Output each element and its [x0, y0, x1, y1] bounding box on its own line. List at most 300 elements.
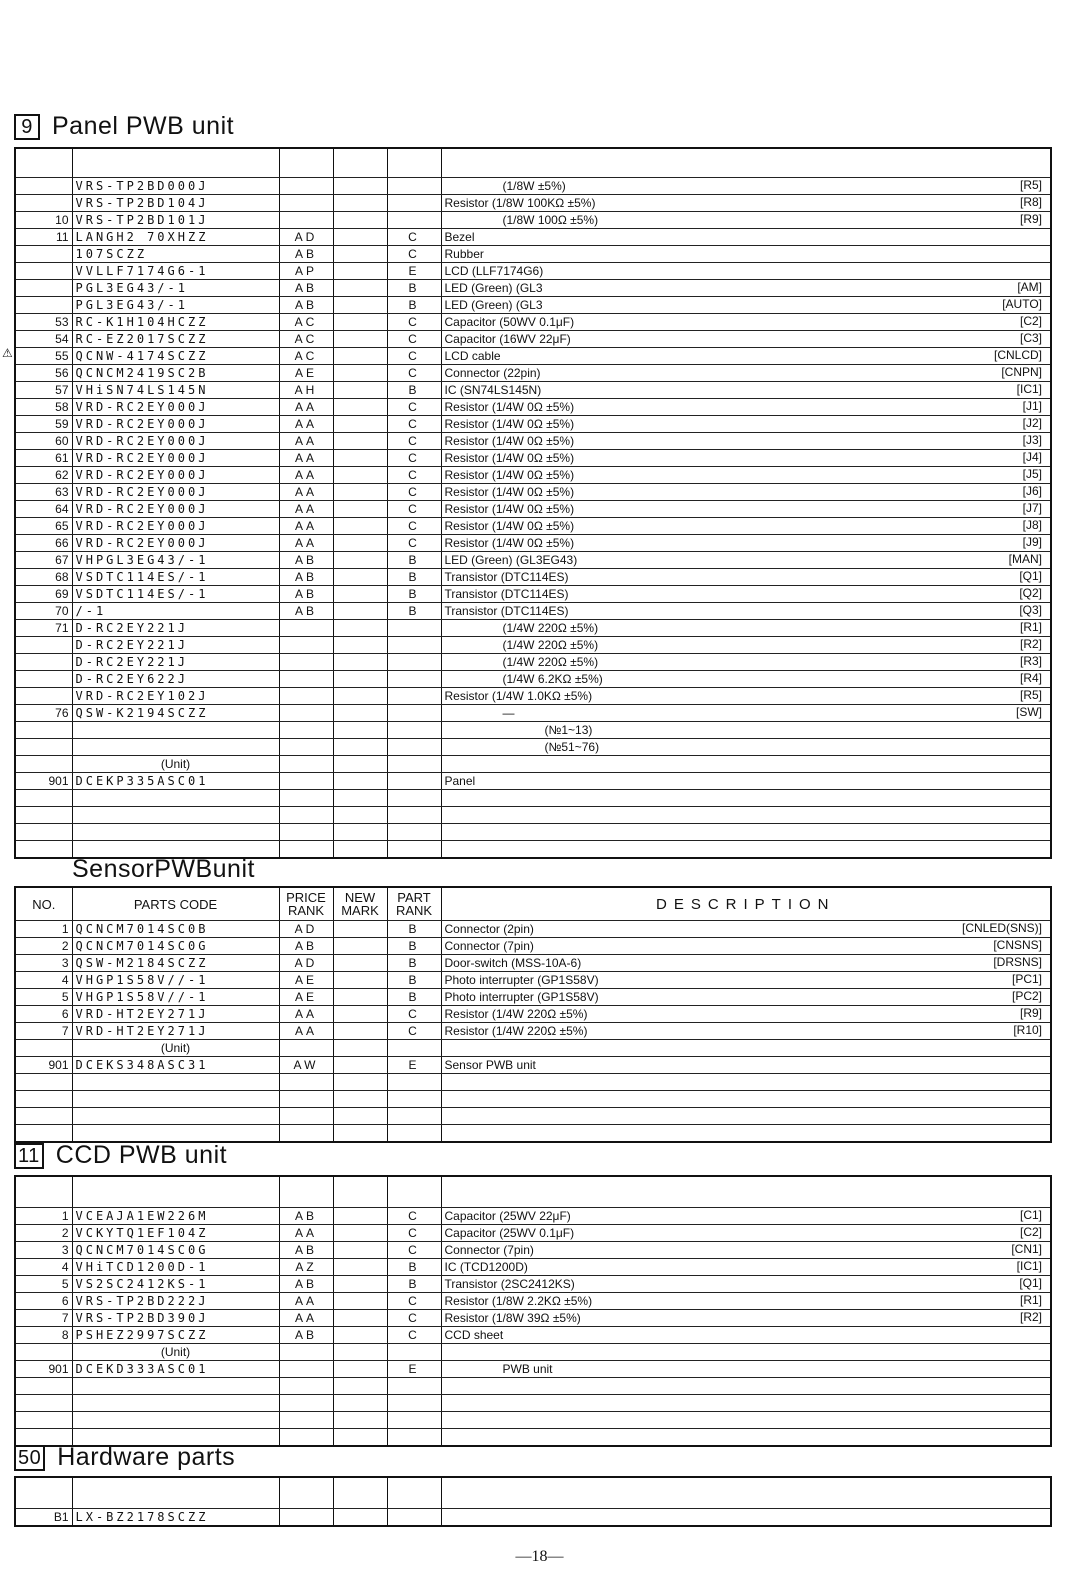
reference-designator: [J2] [1022, 416, 1042, 430]
description-text: Resistor (1/4W 0Ω ±5%) [444, 501, 575, 516]
price-rank: AC [279, 331, 333, 348]
blank-header-cell [279, 1176, 333, 1208]
blank-header-cell [441, 148, 1051, 178]
parts-code: VVLLF7174G6-1 [72, 263, 279, 280]
item-number: 5 [15, 989, 72, 1006]
part-rank: B [387, 280, 441, 297]
parts-code: VSDTC114ES/-1 [72, 586, 279, 603]
item-number: 4 [15, 972, 72, 989]
description-text: Bezel [444, 229, 475, 244]
table-row [15, 688, 1051, 705]
item-number: 57 [15, 382, 72, 399]
description-text: (1/8W 100Ω ±5%) [502, 212, 599, 227]
description-text: Transistor (DTC114ES) [444, 569, 569, 584]
price-rank [279, 1429, 333, 1447]
part-rank [387, 756, 441, 773]
hardware-section-number: 50 [14, 1445, 45, 1471]
table-row [15, 1395, 1051, 1412]
table-row [15, 1006, 1051, 1023]
part-rank [387, 654, 441, 671]
new-mark [333, 972, 387, 989]
new-mark [333, 467, 387, 484]
part-rank [387, 773, 441, 790]
reference-designator: [IC1] [1016, 382, 1042, 396]
item-number [15, 637, 72, 654]
description-text: IC (SN74LS145N) [444, 382, 542, 397]
parts-code: D-RC2EY221J [72, 620, 279, 637]
table-row [15, 637, 1051, 654]
ccd-section-label: CCD PWB unit [55, 1141, 228, 1169]
price-rank: AA [279, 467, 333, 484]
part-rank: C [387, 229, 441, 246]
description [441, 467, 1051, 484]
item-number: 901 [15, 1057, 72, 1074]
table-row [15, 297, 1051, 314]
parts-code: VRD-RC2EY102J [72, 688, 279, 705]
item-number: 54 [15, 331, 72, 348]
description-text: — [502, 705, 515, 720]
part-rank [387, 1074, 441, 1091]
blank-header-cell [15, 148, 72, 178]
table-row [15, 1023, 1051, 1040]
description-text: (№1~13) [544, 722, 593, 737]
ccd-parts-table [14, 1175, 1052, 1447]
price-rank: AZ [279, 1259, 333, 1276]
price-rank [279, 773, 333, 790]
description-text: LCD (LLF7174G6) [444, 263, 544, 278]
description [441, 654, 1051, 671]
new-mark [333, 1225, 387, 1242]
new-mark [333, 416, 387, 433]
item-number [15, 195, 72, 212]
part-rank: C [387, 484, 441, 501]
parts-code [72, 824, 279, 841]
item-number [15, 1412, 72, 1429]
description-text: (1/4W 220Ω ±5%) [502, 620, 599, 635]
item-number [15, 297, 72, 314]
item-number [15, 654, 72, 671]
parts-code: VRD-RC2EY000J [72, 535, 279, 552]
price-rank [279, 756, 333, 773]
price-rank: AA [279, 1310, 333, 1327]
description-text: (1/4W 220Ω ±5%) [502, 637, 599, 652]
part-rank: B [387, 989, 441, 1006]
description-text: Resistor (1/4W 0Ω ±5%) [444, 535, 575, 550]
table-row [15, 790, 1051, 807]
parts-code: D-RC2EY221J [72, 654, 279, 671]
table-row [15, 739, 1051, 756]
part-rank: E [387, 1361, 441, 1378]
reference-designator: [C2] [1019, 1225, 1042, 1239]
description [441, 739, 1051, 756]
table-row [15, 535, 1051, 552]
new-mark [333, 1006, 387, 1023]
part-rank: C [387, 246, 441, 263]
price-rank [279, 841, 333, 859]
parts-code: VRD-RC2EY000J [72, 518, 279, 535]
description [441, 450, 1051, 467]
description-text: Capacitor (25WV 0.1μF) [444, 1225, 575, 1240]
description [441, 1057, 1051, 1074]
parts-code [72, 739, 279, 756]
part-rank: C [387, 1293, 441, 1310]
page-number: —18— [515, 1548, 564, 1565]
description [441, 722, 1051, 739]
parts-code: QSW-M2184SCZZ [72, 955, 279, 972]
parts-code: VS2SC2412KS-1 [72, 1276, 279, 1293]
description [441, 1023, 1051, 1040]
table-row [15, 989, 1051, 1006]
new-mark [333, 365, 387, 382]
reference-designator: [C3] [1019, 331, 1042, 345]
price-rank [279, 1378, 333, 1395]
price-rank: AB [279, 938, 333, 955]
price-rank [279, 824, 333, 841]
description [441, 1509, 1051, 1527]
table-row [15, 972, 1051, 989]
new-mark [333, 938, 387, 955]
description-text: Resistor (1/4W 1.0KΩ ±5%) [444, 688, 593, 703]
table-row [15, 773, 1051, 790]
description [441, 365, 1051, 382]
description [441, 921, 1051, 938]
parts-code: (Unit) [72, 756, 279, 773]
item-number: 61 [15, 450, 72, 467]
table-row [15, 824, 1051, 841]
description [441, 1327, 1051, 1344]
item-number: 3 [15, 955, 72, 972]
description-text: CCD sheet [444, 1327, 504, 1342]
new-mark [333, 331, 387, 348]
description [441, 416, 1051, 433]
parts-code: RC-K1H104HCZZ [72, 314, 279, 331]
table-row [15, 569, 1051, 586]
table-row [15, 365, 1051, 382]
item-number: 76 [15, 705, 72, 722]
item-number [15, 178, 72, 195]
reference-designator: [J4] [1022, 450, 1042, 464]
price-rank [279, 1040, 333, 1057]
new-mark [333, 739, 387, 756]
parts-code: VRD-RC2EY000J [72, 450, 279, 467]
price-rank [279, 722, 333, 739]
ccd-section-number: 11 [14, 1143, 44, 1169]
new-mark [333, 1412, 387, 1429]
item-number: 60 [15, 433, 72, 450]
new-mark [333, 246, 387, 263]
parts-code [72, 1074, 279, 1091]
price-rank: AC [279, 348, 333, 365]
price-rank: AA [279, 416, 333, 433]
description [441, 1208, 1051, 1225]
reference-designator: [SW] [1016, 705, 1042, 719]
part-rank: B [387, 1276, 441, 1293]
table-row [15, 705, 1051, 722]
parts-code: VRD-RC2EY000J [72, 399, 279, 416]
part-rank [387, 841, 441, 859]
new-mark [333, 1040, 387, 1057]
price-rank [279, 195, 333, 212]
parts-code [72, 1125, 279, 1143]
reference-designator: [J9] [1022, 535, 1042, 549]
price-rank: AD [279, 229, 333, 246]
reference-designator: [R2] [1019, 1310, 1042, 1324]
price-rank: AB [279, 1327, 333, 1344]
blank-header-cell [15, 1477, 72, 1509]
part-rank: C [387, 314, 441, 331]
blank-header-cell [15, 1176, 72, 1208]
table-row [15, 348, 1051, 365]
table-row [15, 518, 1051, 535]
part-rank: B [387, 1259, 441, 1276]
description-text: Capacitor (16WV 22μF) [444, 331, 571, 346]
table-row [15, 722, 1051, 739]
part-rank [387, 1395, 441, 1412]
price-rank: AA [279, 1293, 333, 1310]
new-mark [333, 790, 387, 807]
item-number [15, 722, 72, 739]
panel-section-label: Panel PWB unit [52, 112, 235, 140]
description [441, 620, 1051, 637]
description-text: Resistor (1/8W 100KΩ ±5%) [444, 195, 596, 210]
table-row [15, 620, 1051, 637]
header-part-rank: PART RANK [387, 887, 441, 921]
description [441, 246, 1051, 263]
description [441, 229, 1051, 246]
item-number [15, 1395, 72, 1412]
ccd-section-title [14, 1141, 227, 1170]
item-number: 2 [15, 1225, 72, 1242]
table-row [15, 1361, 1051, 1378]
new-mark [333, 1361, 387, 1378]
new-mark [333, 603, 387, 620]
reference-designator: [PC2] [1011, 989, 1042, 1003]
parts-code: PGL3EG43/-1 [72, 297, 279, 314]
reference-designator: [R4] [1019, 671, 1042, 685]
part-rank: C [387, 399, 441, 416]
price-rank: AA [279, 518, 333, 535]
sensor-section-title [72, 855, 255, 884]
description-text: Connector (2pin) [444, 921, 534, 936]
new-mark [333, 501, 387, 518]
table-row [15, 1208, 1051, 1225]
table-row [15, 1344, 1051, 1361]
new-mark [333, 518, 387, 535]
new-mark [333, 348, 387, 365]
table-row [15, 756, 1051, 773]
parts-code: LX-BZ2178SCZZ [72, 1509, 279, 1527]
item-number: 58 [15, 399, 72, 416]
price-rank [279, 1412, 333, 1429]
item-number: 7 [15, 1023, 72, 1040]
new-mark [333, 1395, 387, 1412]
price-rank [279, 671, 333, 688]
reference-designator: [CNLED(SNS)] [961, 921, 1042, 935]
reference-designator: [CN1] [1011, 1242, 1042, 1256]
reference-designator: [R9] [1019, 1006, 1042, 1020]
parts-code: LANGH2 70XHZZ [72, 229, 279, 246]
blank-header-cell [333, 1176, 387, 1208]
new-mark [333, 1108, 387, 1125]
description [441, 1361, 1051, 1378]
parts-code: D-RC2EY221J [72, 637, 279, 654]
price-rank: AA [279, 535, 333, 552]
item-number [15, 807, 72, 824]
description [441, 297, 1051, 314]
new-mark [333, 212, 387, 229]
part-rank [387, 688, 441, 705]
new-mark [333, 433, 387, 450]
price-rank: AB [279, 586, 333, 603]
new-mark [333, 1125, 387, 1143]
table-row [15, 654, 1051, 671]
description [441, 518, 1051, 535]
new-mark [333, 1023, 387, 1040]
item-number [15, 739, 72, 756]
parts-code: VHiTCD1200D-1 [72, 1259, 279, 1276]
description-text: LED (Green) (GL3 [444, 297, 543, 312]
item-number: 3 [15, 1242, 72, 1259]
blank-header-cell [333, 148, 387, 178]
reference-designator: [J5] [1022, 467, 1042, 481]
description-text: Resistor (1/4W 0Ω ±5%) [444, 416, 575, 431]
item-number [15, 263, 72, 280]
description [441, 1242, 1051, 1259]
hardware-section-label: Hardware parts [57, 1443, 236, 1471]
description [441, 1310, 1051, 1327]
price-rank [279, 1344, 333, 1361]
table-row [15, 955, 1051, 972]
item-number [15, 1091, 72, 1108]
part-rank: B [387, 921, 441, 938]
price-rank [279, 178, 333, 195]
description-text: Resistor (1/8W 39Ω ±5%) [444, 1310, 581, 1325]
new-mark [333, 586, 387, 603]
price-rank [279, 1509, 333, 1527]
item-number: 8 [15, 1327, 72, 1344]
table-row [15, 467, 1051, 484]
panel-section-number: 9 [14, 114, 40, 140]
description [441, 841, 1051, 859]
item-number [15, 671, 72, 688]
part-rank: C [387, 1327, 441, 1344]
new-mark [333, 399, 387, 416]
part-rank [387, 1344, 441, 1361]
item-number: 66 [15, 535, 72, 552]
table-row [15, 229, 1051, 246]
description [441, 938, 1051, 955]
parts-code [72, 1108, 279, 1125]
parts-code: VSDTC114ES/-1 [72, 569, 279, 586]
description-text: LED (Green) (GL3EG43) [444, 552, 578, 567]
reference-designator: [R5] [1019, 178, 1042, 192]
description [441, 824, 1051, 841]
sensor-section-label: SensorPWBunit [72, 855, 255, 883]
part-rank [387, 824, 441, 841]
table-row [15, 263, 1051, 280]
price-rank [279, 790, 333, 807]
part-rank: C [387, 1208, 441, 1225]
item-number [15, 1344, 72, 1361]
description [441, 705, 1051, 722]
part-rank [387, 1040, 441, 1057]
table-row [15, 1225, 1051, 1242]
description-text: (№51~76) [544, 739, 600, 754]
new-mark [333, 1378, 387, 1395]
blank-header-cell [387, 1176, 441, 1208]
description [441, 1293, 1051, 1310]
part-rank: C [387, 416, 441, 433]
parts-code: PSHEZ2997SCZZ [72, 1327, 279, 1344]
price-rank: AA [279, 399, 333, 416]
description [441, 955, 1051, 972]
table-row [15, 552, 1051, 569]
parts-code [72, 807, 279, 824]
new-mark [333, 195, 387, 212]
parts-code: VHPGL3EG43/-1 [72, 552, 279, 569]
reference-designator: [R2] [1019, 637, 1042, 651]
reference-designator: [Q3] [1019, 603, 1042, 617]
table-row [15, 1040, 1051, 1057]
table-row [15, 1378, 1051, 1395]
item-number: 65 [15, 518, 72, 535]
table-row [15, 1125, 1051, 1143]
blank-header-row [15, 1477, 1051, 1509]
price-rank: AB [279, 280, 333, 297]
new-mark [333, 569, 387, 586]
new-mark [333, 1310, 387, 1327]
header-price-rank: PRICE RANK [279, 887, 333, 921]
description [441, 1040, 1051, 1057]
part-rank [387, 212, 441, 229]
new-mark [333, 1259, 387, 1276]
new-mark [333, 671, 387, 688]
description [441, 178, 1051, 195]
new-mark [333, 1293, 387, 1310]
description [441, 1344, 1051, 1361]
description [441, 314, 1051, 331]
description [441, 807, 1051, 824]
reference-designator: [IC1] [1016, 1259, 1042, 1273]
price-rank [279, 1125, 333, 1143]
table-row [15, 671, 1051, 688]
description [441, 399, 1051, 416]
price-rank: AA [279, 1023, 333, 1040]
description-text: Door-switch (MSS-10A-6) [444, 955, 582, 970]
description [441, 280, 1051, 297]
header-no: NO. [15, 887, 72, 921]
parts-code: 107SCZZ [72, 246, 279, 263]
item-number [15, 790, 72, 807]
price-rank [279, 1091, 333, 1108]
new-mark [333, 824, 387, 841]
parts-code: QSW-K2194SCZZ [72, 705, 279, 722]
parts-code: RC-EZ2017SCZZ [72, 331, 279, 348]
new-mark [333, 921, 387, 938]
item-number: 68 [15, 569, 72, 586]
part-rank [387, 807, 441, 824]
reference-designator: [J3] [1022, 433, 1042, 447]
table-row [15, 399, 1051, 416]
price-rank: AB [279, 246, 333, 263]
description [441, 501, 1051, 518]
part-rank: B [387, 297, 441, 314]
header-description: DESCRIPTION [441, 887, 1051, 921]
description-text: Resistor (1/4W 0Ω ±5%) [444, 518, 575, 533]
part-rank: C [387, 518, 441, 535]
part-rank [387, 1108, 441, 1125]
description [441, 263, 1051, 280]
